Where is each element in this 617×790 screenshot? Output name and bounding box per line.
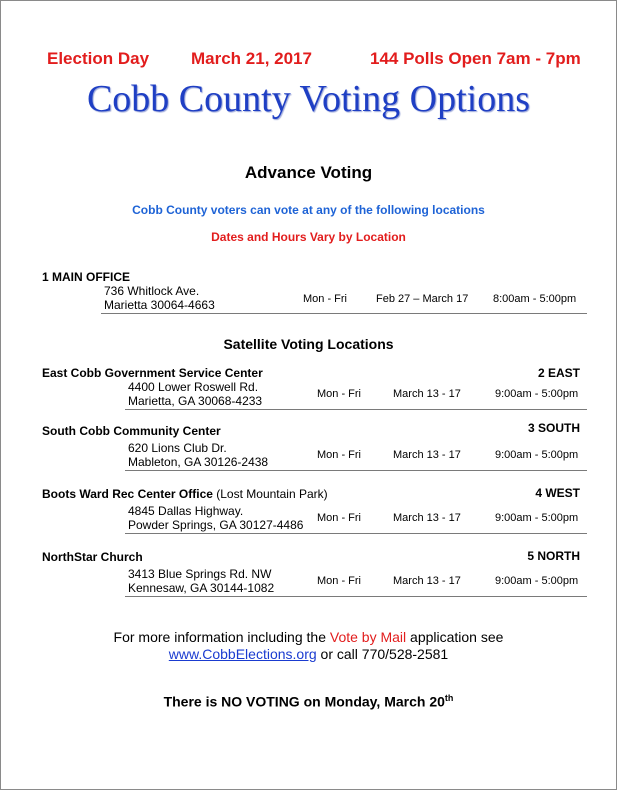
advance-voting-heading: Advance Voting xyxy=(244,163,373,182)
location-address-line2: Mableton, GA 30126-2438 xyxy=(128,455,269,469)
location-address-line1: 3413 Blue Springs Rd. NW xyxy=(128,567,272,581)
location-dates: March 13 - 17 xyxy=(393,449,461,461)
location-dates: March 13 - 17 xyxy=(393,512,461,524)
vote-by-mail-text: Vote by Mail xyxy=(329,629,407,645)
phone-text: or call 770/528-2581 xyxy=(320,646,449,662)
location-address-line2: Marietta, GA 30068-4233 xyxy=(128,394,263,408)
location-days: Mon - Fri xyxy=(317,512,361,524)
location-name-text: NorthStar Church xyxy=(42,550,143,564)
main-office-hours: 8:00am - 5:00pm xyxy=(493,293,577,305)
divider xyxy=(125,409,587,410)
location-dates: March 13 - 17 xyxy=(393,388,461,400)
divider xyxy=(125,470,587,471)
no-voting-notice xyxy=(1,693,616,710)
main-office-address-line1: 736 Whitlock Ave. xyxy=(104,284,200,298)
location-hours: 9:00am - 5:00pm xyxy=(495,388,579,400)
location-address-line2: Kennesaw, GA 30144-1082 xyxy=(128,581,275,595)
location-days: Mon - Fri xyxy=(317,575,361,587)
location-name-suffix: (Lost Mountain Park) xyxy=(216,487,328,501)
location-name-text: Boots Ward Rec Center Office xyxy=(42,487,213,501)
main-office-address-line2: Marietta 30064-4663 xyxy=(104,298,215,312)
elections-website-link[interactable]: www.CobbElections.org xyxy=(168,646,317,662)
district-label: 5 NORTH xyxy=(527,549,580,563)
district-label: 2 EAST xyxy=(537,366,580,380)
location-name xyxy=(42,366,263,380)
location-dates: March 13 - 17 xyxy=(393,575,461,587)
main-office-name: 1 MAIN OFFICE xyxy=(42,270,131,284)
location-hours: 9:00am - 5:00pm xyxy=(495,512,579,524)
contact-line xyxy=(1,646,616,662)
divider xyxy=(125,596,587,597)
dates-hours-note: Dates and Hours Vary by Location xyxy=(211,230,406,244)
location-days: Mon - Fri xyxy=(317,449,361,461)
location-hours: 9:00am - 5:00pm xyxy=(495,575,579,587)
location-hours: 9:00am - 5:00pm xyxy=(495,449,579,461)
district-label: 3 SOUTH xyxy=(527,421,580,435)
more-info-suffix: application see xyxy=(410,629,504,645)
main-office-dates: Feb 27 – March 17 xyxy=(376,293,469,305)
no-voting-ordinal: th xyxy=(444,693,454,703)
location-days: Mon - Fri xyxy=(317,388,361,400)
page-title: Cobb County Voting Options xyxy=(86,78,531,120)
location-name-text: South Cobb Community Center xyxy=(42,424,221,438)
district-label: 4 WEST xyxy=(535,486,580,500)
election-date: March 21, 2017 xyxy=(191,49,312,68)
location-address-line1: 4400 Lower Roswell Rd. xyxy=(128,380,259,394)
more-info-line xyxy=(1,629,616,645)
location-address-line1: 620 Lions Club Dr. xyxy=(128,441,227,455)
election-day-label: Election Day xyxy=(47,49,150,68)
more-info-prefix: For more information including the xyxy=(113,629,326,645)
location-name xyxy=(42,487,328,501)
location-address-line1: 4845 Dallas Highway. xyxy=(128,504,244,518)
location-name xyxy=(42,424,221,438)
location-name-text: East Cobb Government Service Center xyxy=(42,366,263,380)
divider xyxy=(101,313,587,314)
location-address-line2: Powder Springs, GA 30127-4486 xyxy=(128,518,304,532)
main-office-days: Mon - Fri xyxy=(303,293,347,305)
location-name xyxy=(42,550,143,564)
satellite-heading: Satellite Voting Locations xyxy=(223,336,394,352)
advance-voting-subtitle: Cobb County voters can vote at any of the following locations xyxy=(132,203,485,217)
divider xyxy=(125,533,587,534)
no-voting-text: There is NO VOTING on Monday, March 20 xyxy=(163,693,445,710)
polls-hours: 144 Polls Open 7am - 7pm xyxy=(370,49,581,68)
